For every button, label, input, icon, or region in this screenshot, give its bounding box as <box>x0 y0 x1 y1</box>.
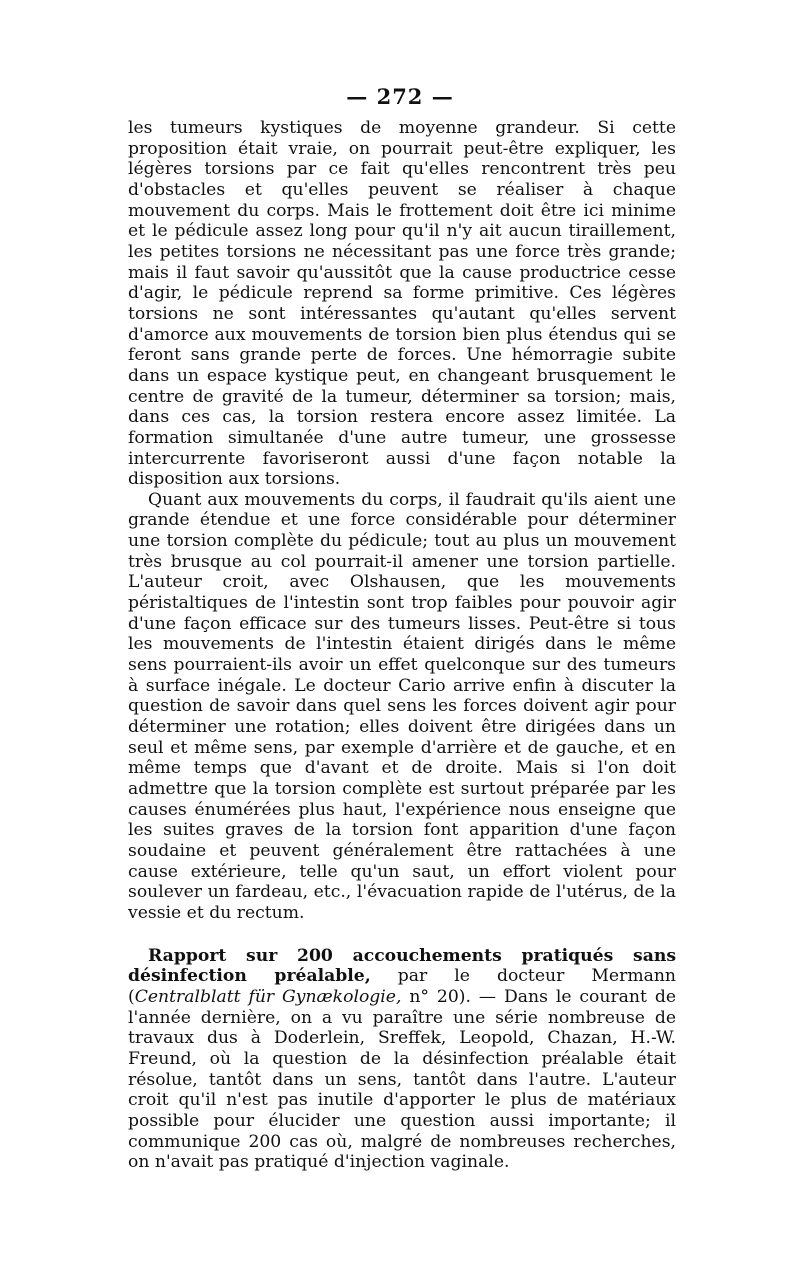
article-body: Dans le courant de l'année dernière, on a vu paraître une série nombreuse de travaux dus à Doderlein, Sreffek, Leopold, Chazan, H.-W. Freund, où la question de la désinfection préalable était résolue, tantôt dans un sens, tantôt dans l'autre. L'auteur croit qu'il n'est pas inutile d'apporter le plus de matériaux possible pour élucider une question aussi importante; il communique 200 cas où, malgré de nombreuses recherches, on n'avait pas pratiqué d'injection vaginale. <box>128 986 676 1173</box>
article-author: par le docteur Mermann ( <box>128 966 677 1007</box>
page-body <box>128 118 676 1173</box>
article-journal: Centralblatt für Gynækologie, <box>134 986 402 1007</box>
article-report <box>128 946 676 1173</box>
paragraph-body-movements: Quant aux mouvements du corps, il faudrait qu'ils aient une grande étendue et une force considérable pour déterminer une torsion complète du pédicule; tout au plus un mouvement très brusque au col pourrait-il amener une torsion partielle. L'auteur croit, avec Olshausen, que les mouvements péristaltiques de l'intestin sont trop faibles pour pouvoir agir d'une façon efficace sur des tumeurs lisses. Peut-être si tous les mouvements de l'intestin étaient dirigés dans le même sens pourraient-ils avoir un effet quelconque sur des tumeurs à surface inégale. Le docteur Cario arrive enfin à discuter la question de savoir dans quel sens les forces doivent agir pour déterminer une rotation; elles doivent être dirigées dans un seul et même sens, par exemple d'arrière et de gauche, et en même temps que d'avant et de droite. Mais si l'on doit admettre que la torsion complète est surtout préparée par les causes énumérées plus haut, l'expérience nous enseigne que les suites graves de la torsion font apparition d'une façon soudaine et peuvent généralement être rattachées à une cause extérieure, telle qu'un saut, un effort violent pour soulever un fardeau, etc., l'évacuation rapide de l'utérus, de la vessie et du rectum. <box>128 489 676 923</box>
paragraph-torsion-causes: les tumeurs kystiques de moyenne grandeur. Si cette proposition était vraie, on pourrait peut-être expliquer, les légères torsions par ce fait qu'elles rencontrent très peu d'obstacles et qu'elles peuvent se réaliser à chaque mouvement du corps. Mais le frottement doit être ici minime et le pédicule assez long pour qu'il n'y ait aucun tiraillement, les petites torsions ne nécessitant pas une force très grande; mais il faut savoir qu'aussitôt que la cause productrice cesse d'agir, le pédicule reprend sa forme primitive. Ces légères torsions ne sont intéressantes qu'autant qu'elles servent d'amorce aux mouvements de torsion bien plus étendus qui se feront sans grande perte de forces. Une hémorragie subite dans un espace kystique peut, en changeant brusquement le centre de gravité de la tumeur, déterminer sa torsion; mais, dans ces cas, la torsion restera encore assez limitée. La formation simultanée d'une autre tumeur, une grossesse intercurrente favoriseront aussi d'une façon notable la disposition aux torsions. <box>128 118 676 490</box>
article-reference: n° 20). — <box>401 986 504 1007</box>
article-heading: Rapport sur 200 accouchements pratiqués sans désinfection préalable, <box>128 945 676 987</box>
page-number: — 272 — <box>346 84 454 109</box>
